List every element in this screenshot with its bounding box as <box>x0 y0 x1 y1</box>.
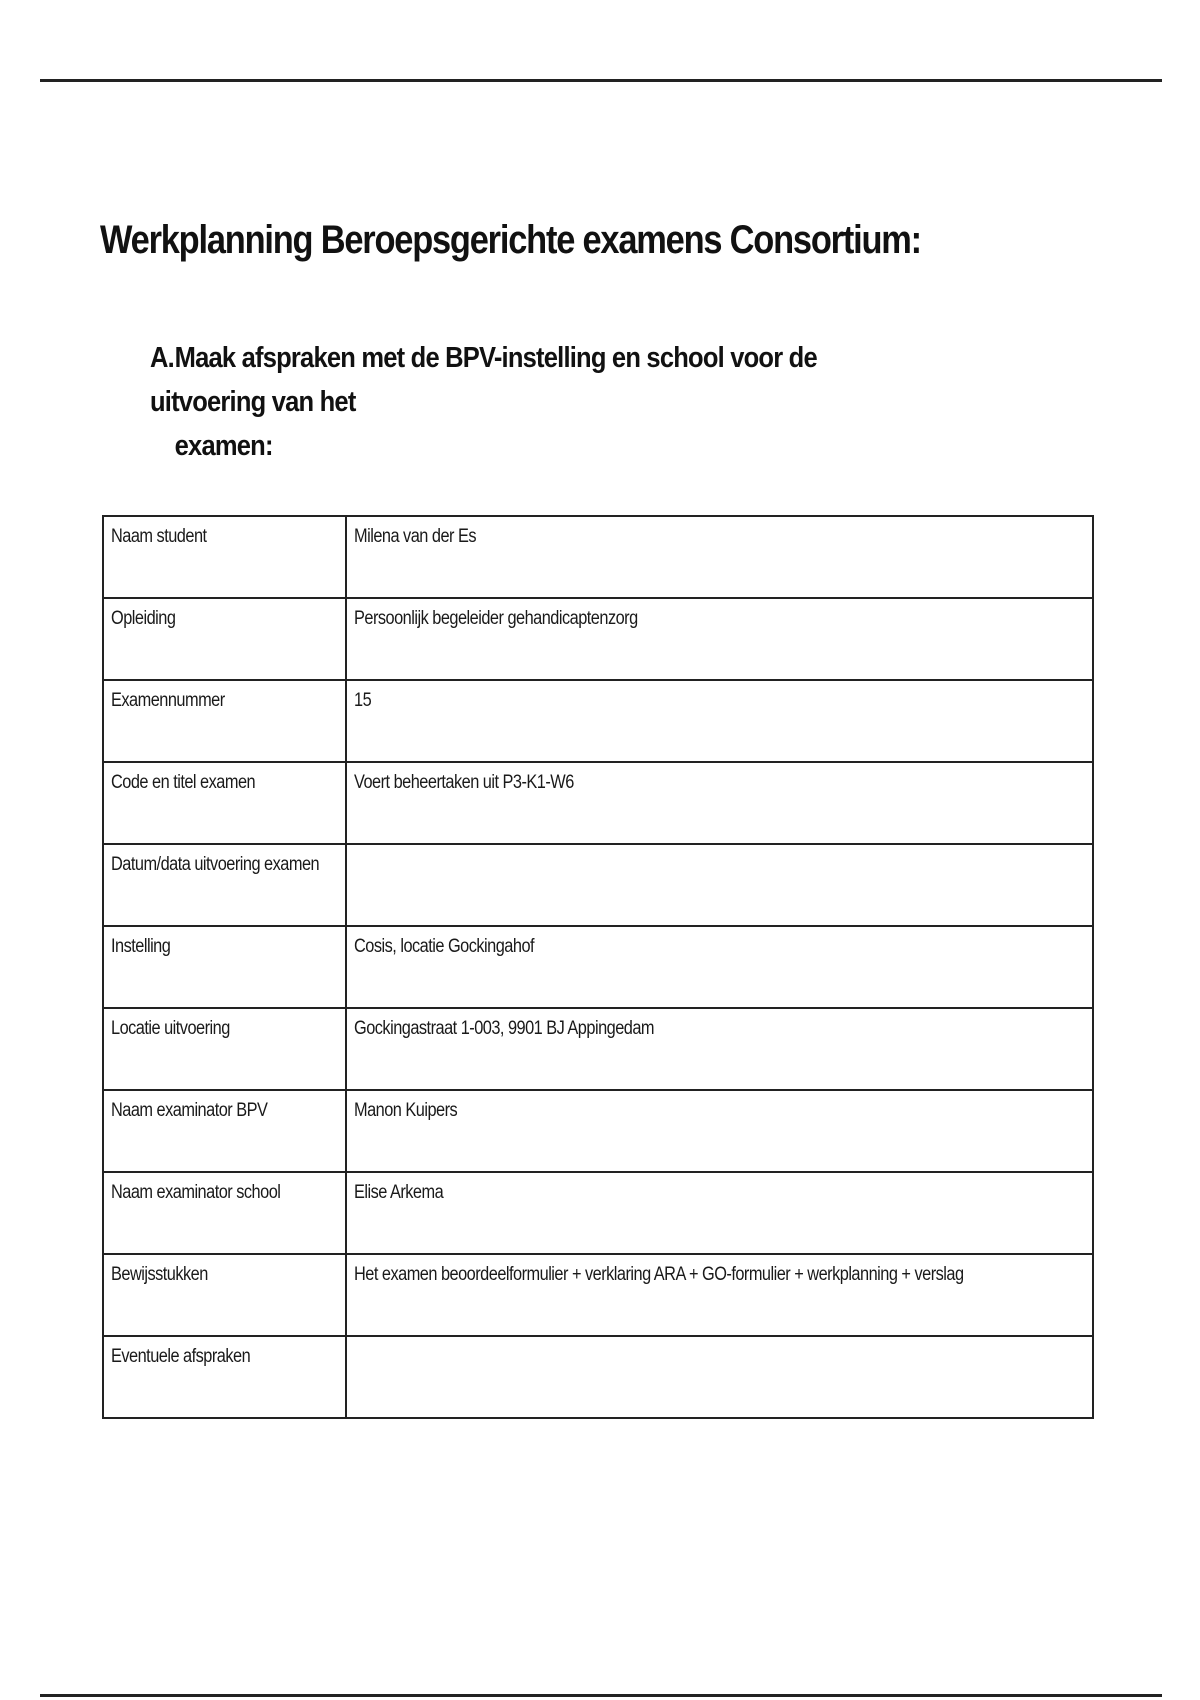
row-value: Persoonlijk begeleider gehandicaptenzorg <box>346 598 1093 680</box>
row-label: Instelling <box>103 926 346 1008</box>
row-label: Examennummer <box>103 680 346 762</box>
table-row-examinator-bpv <box>103 1090 1093 1172</box>
row-label: Naam student <box>103 516 346 598</box>
table-row-afspraken <box>103 1336 1093 1418</box>
table-row-examinator-school <box>103 1172 1093 1254</box>
footer-rule <box>40 1694 1162 1697</box>
document-title: Werkplanning Beroepsgerichte examens Consortium: <box>100 218 921 262</box>
table-row-locatie <box>103 1008 1093 1090</box>
table-row-examennummer <box>103 680 1093 762</box>
row-value: Elise Arkema <box>346 1172 1093 1254</box>
row-label: Eventuele afspraken <box>103 1336 346 1418</box>
row-value: Voert beheertaken uit P3-K1-W6 <box>346 762 1093 844</box>
section-heading-line2: examen: <box>174 430 273 462</box>
row-label: Naam examinator school <box>103 1172 346 1254</box>
section-heading <box>150 336 907 468</box>
row-value: Manon Kuipers <box>346 1090 1093 1172</box>
table-row-datum <box>103 844 1093 926</box>
section-marker: A. <box>150 342 174 374</box>
table-row-instelling <box>103 926 1093 1008</box>
row-value <box>346 1336 1093 1418</box>
row-label: Naam examinator BPV <box>103 1090 346 1172</box>
row-label: Locatie uitvoering <box>103 1008 346 1090</box>
row-label: Opleiding <box>103 598 346 680</box>
table-row-code-titel <box>103 762 1093 844</box>
table-row-naam-student <box>103 516 1093 598</box>
row-value <box>346 844 1093 926</box>
row-label: Code en titel examen <box>103 762 346 844</box>
header-rule <box>40 79 1162 82</box>
table-row-opleiding <box>103 598 1093 680</box>
row-value: Het examen beoordeelformulier + verklaring ARA + GO-formulier + werkplanning + verslag <box>346 1254 1093 1336</box>
row-value: Gockingastraat 1-003, 9901 BJ Appingedam <box>346 1008 1093 1090</box>
row-value: 15 <box>346 680 1093 762</box>
row-value: Milena van der Es <box>346 516 1093 598</box>
section-heading-line1: Maak afspraken met de BPV-instelling en school voor de uitvoering van het <box>150 342 817 418</box>
exam-details-table <box>102 515 1094 1419</box>
row-label: Datum/data uitvoering examen <box>103 844 346 926</box>
table-row-bewijsstukken <box>103 1254 1093 1336</box>
row-value: Cosis, locatie Gockingahof <box>346 926 1093 1008</box>
row-label: Bewijsstukken <box>103 1254 346 1336</box>
